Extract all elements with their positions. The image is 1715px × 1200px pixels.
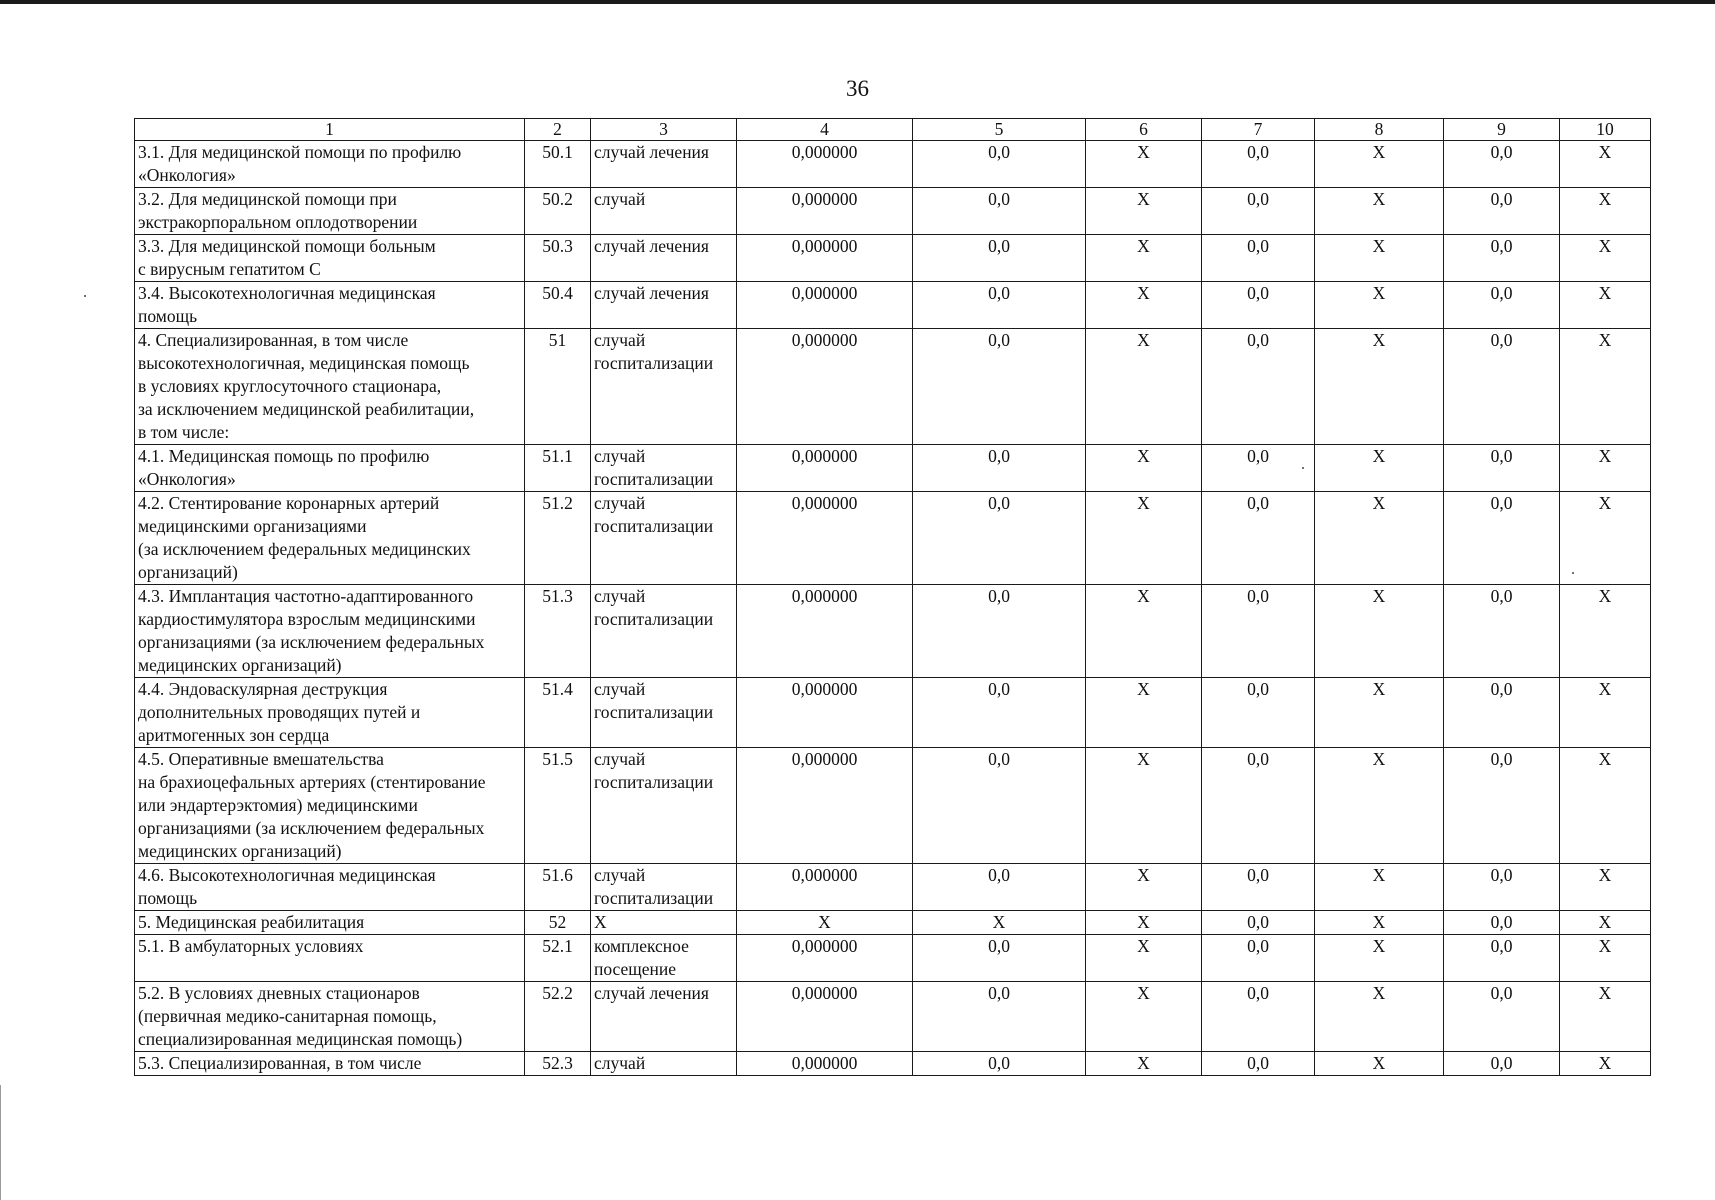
table-cell-col-8: X xyxy=(1315,678,1444,748)
table-cell-col-9: 0,0 xyxy=(1444,282,1560,329)
table-row xyxy=(135,1052,1651,1076)
table-cell-col-9: 0,0 xyxy=(1444,935,1560,982)
table-cell-col-1: 5. Медицинская реабилитация xyxy=(135,911,525,935)
table-cell-col-9: 0,0 xyxy=(1444,188,1560,235)
table-cell-col-7: 0,0 xyxy=(1202,282,1315,329)
table-cell-col-1: 3.3. Для медицинской помощи больным с вирусным гепатитом С xyxy=(135,235,525,282)
header-cell: 5 xyxy=(913,119,1086,141)
table-cell-col-6: X xyxy=(1086,748,1202,864)
table-cell-col-7: 0,0 xyxy=(1202,585,1315,678)
header-cell: 6 xyxy=(1086,119,1202,141)
table-cell-col-10: X xyxy=(1560,911,1651,935)
table-cell-col-6: X xyxy=(1086,585,1202,678)
table-cell-col-3: случай xyxy=(591,1052,737,1076)
table-cell-col-2: 51.3 xyxy=(525,585,591,678)
scan-speck xyxy=(1572,572,1574,574)
header-row xyxy=(135,119,1651,141)
table-cell-col-6: X xyxy=(1086,329,1202,445)
table-cell-col-6: X xyxy=(1086,678,1202,748)
table-cell-col-1: 5.3. Специализированная, в том числе xyxy=(135,1052,525,1076)
table-cell-col-8: X xyxy=(1315,748,1444,864)
table-cell-col-2: 50.2 xyxy=(525,188,591,235)
table-cell-col-6: X xyxy=(1086,492,1202,585)
table-cell-col-6: X xyxy=(1086,1052,1202,1076)
scan-speck xyxy=(1302,467,1304,469)
table-cell-col-3: комплексное посещение xyxy=(591,935,737,982)
table-row xyxy=(135,748,1651,864)
table-cell-col-3: X xyxy=(591,911,737,935)
table-cell-col-6: X xyxy=(1086,864,1202,911)
table-row xyxy=(135,678,1651,748)
table-cell-col-8: X xyxy=(1315,864,1444,911)
table-row xyxy=(135,445,1651,492)
table-cell-col-4: 0,000000 xyxy=(737,864,913,911)
table-cell-col-10: X xyxy=(1560,748,1651,864)
table-cell-col-2: 51.2 xyxy=(525,492,591,585)
table-cell-col-5: 0,0 xyxy=(913,585,1086,678)
header-cell: 9 xyxy=(1444,119,1560,141)
table-cell-col-3: случай госпитализации xyxy=(591,585,737,678)
table-cell-col-10: X xyxy=(1560,864,1651,911)
table-cell-col-7: 0,0 xyxy=(1202,935,1315,982)
table-row xyxy=(135,864,1651,911)
table-cell-col-4: 0,000000 xyxy=(737,982,913,1052)
data-table xyxy=(134,118,1651,1076)
table-cell-col-7: 0,0 xyxy=(1202,141,1315,188)
table-cell-col-3: случай xyxy=(591,188,737,235)
table-row xyxy=(135,492,1651,585)
header-cell: 4 xyxy=(737,119,913,141)
header-cell: 2 xyxy=(525,119,591,141)
table-cell-col-10: X xyxy=(1560,492,1651,585)
header-cell: 10 xyxy=(1560,119,1651,141)
table-cell-col-1: 3.2. Для медицинской помощи при экстракорпоральном оплодотворении xyxy=(135,188,525,235)
table-cell-col-5: 0,0 xyxy=(913,445,1086,492)
table-cell-col-1: 3.4. Высокотехнологичная медицинская помощь xyxy=(135,282,525,329)
table-body xyxy=(135,141,1651,1076)
table-cell-col-7: 0,0 xyxy=(1202,188,1315,235)
table-cell-col-5: X xyxy=(913,911,1086,935)
table-cell-col-9: 0,0 xyxy=(1444,235,1560,282)
table-cell-col-5: 0,0 xyxy=(913,329,1086,445)
table-cell-col-4: 0,000000 xyxy=(737,935,913,982)
table-cell-col-3: случай госпитализации xyxy=(591,329,737,445)
table-cell-col-10: X xyxy=(1560,982,1651,1052)
table-cell-col-8: X xyxy=(1315,235,1444,282)
header-cell: 7 xyxy=(1202,119,1315,141)
table-cell-col-3: случай лечения xyxy=(591,141,737,188)
table-cell-col-8: X xyxy=(1315,188,1444,235)
table-row xyxy=(135,935,1651,982)
table-cell-col-4: 0,000000 xyxy=(737,329,913,445)
table-cell-col-9: 0,0 xyxy=(1444,141,1560,188)
table-cell-col-1: 5.2. В условиях дневных стационаров (первичная медико-санитарная помощь, специализированная медицинская помощь) xyxy=(135,982,525,1052)
table-cell-col-8: X xyxy=(1315,282,1444,329)
table-cell-col-8: X xyxy=(1315,329,1444,445)
table-cell-col-10: X xyxy=(1560,585,1651,678)
table-cell-col-4: 0,000000 xyxy=(737,141,913,188)
table-cell-col-5: 0,0 xyxy=(913,492,1086,585)
table-row xyxy=(135,329,1651,445)
table-row xyxy=(135,141,1651,188)
table-cell-col-10: X xyxy=(1560,188,1651,235)
table-cell-col-6: X xyxy=(1086,445,1202,492)
table-cell-col-4: 0,000000 xyxy=(737,748,913,864)
table-cell-col-9: 0,0 xyxy=(1444,864,1560,911)
table-cell-col-4: 0,000000 xyxy=(737,492,913,585)
table-cell-col-2: 52 xyxy=(525,911,591,935)
table-cell-col-4: 0,000000 xyxy=(737,235,913,282)
table-cell-col-4: 0,000000 xyxy=(737,188,913,235)
table-cell-col-6: X xyxy=(1086,188,1202,235)
table-cell-col-5: 0,0 xyxy=(913,982,1086,1052)
table-cell-col-1: 4.3. Имплантация частотно-адаптированного кардиостимулятора взрослым медицинскими организациями (за исключением федеральных медицинских организаций) xyxy=(135,585,525,678)
table-cell-col-3: случай госпитализации xyxy=(591,678,737,748)
table-cell-col-7: 0,0 xyxy=(1202,235,1315,282)
table-cell-col-10: X xyxy=(1560,235,1651,282)
table-cell-col-7: 0,0 xyxy=(1202,445,1315,492)
table-cell-col-6: X xyxy=(1086,982,1202,1052)
table-cell-col-4: X xyxy=(737,911,913,935)
table-cell-col-9: 0,0 xyxy=(1444,1052,1560,1076)
table-row xyxy=(135,911,1651,935)
header-cell: 1 xyxy=(135,119,525,141)
left-margin-line xyxy=(0,1085,1,1200)
table-cell-col-3: случай лечения xyxy=(591,282,737,329)
table-cell-col-3: случай госпитализации xyxy=(591,492,737,585)
table-cell-col-5: 0,0 xyxy=(913,235,1086,282)
table-cell-col-5: 0,0 xyxy=(913,188,1086,235)
table-cell-col-4: 0,000000 xyxy=(737,445,913,492)
table-cell-col-2: 51.5 xyxy=(525,748,591,864)
table-cell-col-9: 0,0 xyxy=(1444,445,1560,492)
table-cell-col-6: X xyxy=(1086,235,1202,282)
table-cell-col-9: 0,0 xyxy=(1444,678,1560,748)
table-cell-col-10: X xyxy=(1560,678,1651,748)
table-cell-col-5: 0,0 xyxy=(913,1052,1086,1076)
table-row xyxy=(135,235,1651,282)
table-cell-col-2: 50.4 xyxy=(525,282,591,329)
table-cell-col-4: 0,000000 xyxy=(737,1052,913,1076)
table-cell-col-4: 0,000000 xyxy=(737,678,913,748)
table-cell-col-5: 0,0 xyxy=(913,141,1086,188)
table-cell-col-10: X xyxy=(1560,1052,1651,1076)
table-cell-col-1: 4.2. Стентирование коронарных артерий медицинскими организациями (за исключением федеральных медицинских организаций) xyxy=(135,492,525,585)
table-cell-col-4: 0,000000 xyxy=(737,282,913,329)
table-cell-col-3: случай госпитализации xyxy=(591,864,737,911)
table-cell-col-10: X xyxy=(1560,329,1651,445)
table-cell-col-2: 51.6 xyxy=(525,864,591,911)
table-cell-col-1: 3.1. Для медицинской помощи по профилю «Онкология» xyxy=(135,141,525,188)
table-cell-col-1: 4.5. Оперативные вмешательства на брахиоцефальных артериях (стентирование или эндартерэктомия) медицинскими организациями (за исключением федеральных медицинских организаций) xyxy=(135,748,525,864)
scan-speck xyxy=(84,295,86,297)
table-cell-col-6: X xyxy=(1086,282,1202,329)
table-cell-col-10: X xyxy=(1560,282,1651,329)
table-cell-col-2: 52.2 xyxy=(525,982,591,1052)
table-cell-col-8: X xyxy=(1315,911,1444,935)
table-cell-col-2: 52.3 xyxy=(525,1052,591,1076)
table-cell-col-9: 0,0 xyxy=(1444,982,1560,1052)
table-cell-col-7: 0,0 xyxy=(1202,982,1315,1052)
table-cell-col-2: 50.1 xyxy=(525,141,591,188)
table-cell-col-7: 0,0 xyxy=(1202,678,1315,748)
top-edge-rule xyxy=(0,0,1715,4)
table-cell-col-9: 0,0 xyxy=(1444,329,1560,445)
table-cell-col-8: X xyxy=(1315,585,1444,678)
table-cell-col-8: X xyxy=(1315,1052,1444,1076)
header-cell: 3 xyxy=(591,119,737,141)
table-cell-col-8: X xyxy=(1315,935,1444,982)
table-cell-col-6: X xyxy=(1086,911,1202,935)
table-cell-col-7: 0,0 xyxy=(1202,492,1315,585)
table-cell-col-7: 0,0 xyxy=(1202,864,1315,911)
table-header xyxy=(135,119,1651,141)
table-cell-col-8: X xyxy=(1315,141,1444,188)
table-cell-col-5: 0,0 xyxy=(913,864,1086,911)
table-cell-col-3: случай госпитализации xyxy=(591,748,737,864)
table-cell-col-1: 4. Специализированная, в том числе высокотехнологичная, медицинская помощь в условиях круглосуточного стационара, за исключением медицинской реабилитации, в том числе: xyxy=(135,329,525,445)
table-cell-col-6: X xyxy=(1086,141,1202,188)
table-cell-col-5: 0,0 xyxy=(913,678,1086,748)
table-cell-col-2: 50.3 xyxy=(525,235,591,282)
table-cell-col-7: 0,0 xyxy=(1202,329,1315,445)
table-cell-col-1: 5.1. В амбулаторных условиях xyxy=(135,935,525,982)
table-cell-col-2: 51.4 xyxy=(525,678,591,748)
table-cell-col-2: 51 xyxy=(525,329,591,445)
table-cell-col-9: 0,0 xyxy=(1444,911,1560,935)
table-cell-col-3: случай лечения xyxy=(591,235,737,282)
table-row xyxy=(135,982,1651,1052)
table-cell-col-9: 0,0 xyxy=(1444,492,1560,585)
table-row xyxy=(135,188,1651,235)
table-cell-col-8: X xyxy=(1315,982,1444,1052)
table-cell-col-2: 52.1 xyxy=(525,935,591,982)
page-number: 36 xyxy=(846,76,869,101)
table-cell-col-1: 4.4. Эндоваскулярная деструкция дополнительных проводящих путей и аритмогенных зон сердца xyxy=(135,678,525,748)
table-cell-col-7: 0,0 xyxy=(1202,911,1315,935)
table-cell-col-5: 0,0 xyxy=(913,282,1086,329)
table-cell-col-1: 4.6. Высокотехнологичная медицинская помощь xyxy=(135,864,525,911)
table-cell-col-8: X xyxy=(1315,445,1444,492)
table-cell-col-8: X xyxy=(1315,492,1444,585)
table-cell-col-7: 0,0 xyxy=(1202,1052,1315,1076)
table-cell-col-5: 0,0 xyxy=(913,935,1086,982)
table-row xyxy=(135,585,1651,678)
table-cell-col-5: 0,0 xyxy=(913,748,1086,864)
table-cell-col-3: случай лечения xyxy=(591,982,737,1052)
table-cell-col-1: 4.1. Медицинская помощь по профилю «Онкология» xyxy=(135,445,525,492)
table-cell-col-7: 0,0 xyxy=(1202,748,1315,864)
table-cell-col-9: 0,0 xyxy=(1444,748,1560,864)
table-cell-col-10: X xyxy=(1560,935,1651,982)
table-cell-col-10: X xyxy=(1560,445,1651,492)
table-cell-col-6: X xyxy=(1086,935,1202,982)
table-cell-col-4: 0,000000 xyxy=(737,585,913,678)
header-cell: 8 xyxy=(1315,119,1444,141)
table-cell-col-3: случай госпитализации xyxy=(591,445,737,492)
table-cell-col-2: 51.1 xyxy=(525,445,591,492)
table-cell-col-9: 0,0 xyxy=(1444,585,1560,678)
table-cell-col-10: X xyxy=(1560,141,1651,188)
table-row xyxy=(135,282,1651,329)
